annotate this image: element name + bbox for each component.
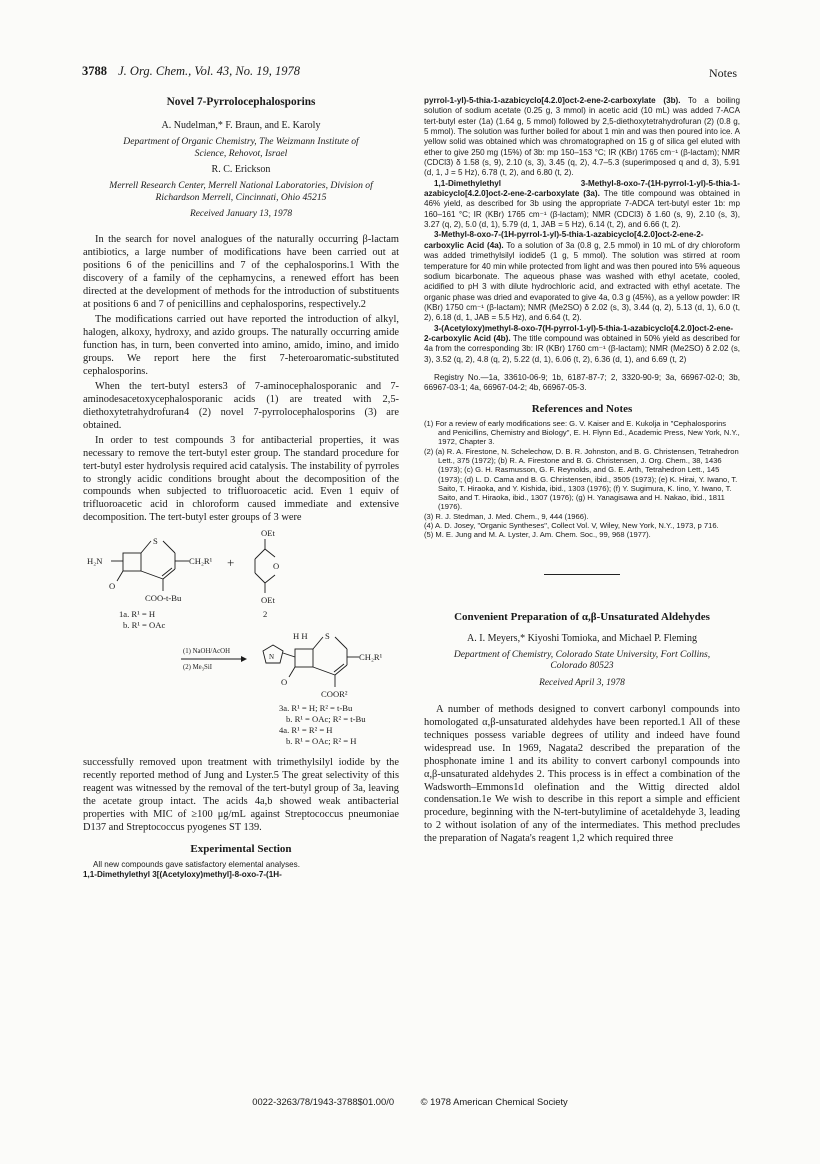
label-3a: 3a. R¹ = H; R² = t-Bu (279, 703, 353, 714)
ester-label-1: COO-t-Bu (145, 593, 182, 604)
paragraph-1: In the search for novel analogues of the naturally occurring β-lactam antibiotics, a large number of modifications have been carried out at positions 6 of the penicillins and 7 of the cephalosporins.1 With the discovery of a family of the cephamycins, a renewed effort has been directed at the development of methods for the introduction of substituents at positions 6 and 7 of penicillins and cephalosporins, respectively.2 (83, 234, 399, 311)
references-list (424, 419, 740, 540)
amine-label: H₂N (87, 556, 103, 567)
left-column (83, 96, 399, 881)
compound-4a-name: 3-Methyl-8-oxo-7-(1H-pyrrol-1-yl)-5-thia-1-azabicyclo[4.2.0]oct-2-ene-2-carboxylic Acid (4a). (424, 230, 704, 250)
article-2-paragraph-1: A number of methods designed to convert carbonyl compounds into homologated α,β-unsaturated aldehydes have been reported.1 All of these techniques possess variable degrees of utility and indeed have found widespread use. In 1969, Nagata2 described the preparation of the phosphonate imine 1 and its ability to convert carbonyl compounds into α,β-unsaturated aldehydes 2. This process is in effect a combination of the Wadsworth–Emmons1d olefination and the Wittig directed aldol condensation.1e We wish to describe in this report a simple and efficient procedure, beginning with the N-tert-butylimine of acetaldehyde 3, leading to 2 without isolation of any of the intermediates. This method precludes the preparation of Nagata's reagent 1,2 which required three (424, 703, 740, 845)
registry-numbers: Registry No.—1a, 33610-06-9; 1b, 6187-87-7; 2, 3320-90-9; 3a, 66967-02-0; 3b, 66967-03-1; 4a, 66967-04-2; 4b, 66967-05-3. (424, 372, 740, 393)
experimental-3a (424, 179, 740, 231)
running-header (82, 64, 300, 79)
section-label: Notes (709, 66, 737, 80)
article-2-received: Received April 3, 1978 (539, 677, 625, 688)
references-heading: References and Notes (531, 402, 633, 415)
page-footer (0, 1096, 820, 1107)
experimental-intro: All new compounds gave satisfactory elemental analyses. (93, 860, 300, 870)
article-2-title: Convenient Preparation of α,β-Unsaturated Aldehydes (454, 610, 710, 623)
oxo-label-3: O (281, 677, 288, 688)
experimental-4a (424, 230, 740, 323)
label-1b: b. R¹ = OAc (123, 620, 166, 631)
experimental-3b (424, 96, 740, 179)
reference-item: (5) M. E. Jung and M. A. Lyster, J. Am. Chem. Soc., 99, 968 (1977). (424, 530, 651, 540)
label-2: 2 (263, 609, 268, 620)
ch2r-label-3: CH₂R¹ (359, 652, 383, 663)
paragraph-3: When the tert-butyl esters3 of 7-aminocephalosporanic and 7-aminodesacetoxycephalosporanic acids (1) are treated with 2,5-diethoxytetrahydrofuran4 (2) novel 7-pyrrolocephalosporins (3) are obtained. (83, 380, 399, 431)
oet-label-1: OEt (261, 529, 275, 539)
reference-item: (1) For a review of early modifications see: G. V. Kaiser and E. Kukolja in "Cephalosporins and Penicillins, Chemistry and Biology", E. H. Flynn Ed., Academic Press, New York, N.Y., 1972, Chapter 3. (424, 418, 740, 447)
compound-1-structure (111, 541, 189, 591)
paragraph-5: successfully removed upon treatment with trimethylsilyl iodide by the recently reported method of Jung and Lyster.5 The great selectivity of this reagent was witnessed by the removal of the tert-butyl group of 3a, leaving the acetate group intact. The acids 4a,b showed weak antibacterial properties with MIC of ≥100 μg/mL against Streptococcus pneumoniae D137 and Streptococcus pyogenes ST 139. (83, 757, 399, 834)
plus-sign: + (227, 555, 235, 571)
right-column (424, 96, 740, 846)
article-separator (544, 574, 620, 575)
experimental-4b (424, 324, 740, 365)
journal-citation: J. Org. Chem., Vol. 43, No. 19, 1978 (118, 64, 300, 78)
reaction-scheme (83, 529, 399, 751)
received-date: Received January 13, 1978 (189, 209, 293, 220)
pyrrole-n-label: N (269, 653, 275, 662)
hh-label: H H (293, 631, 308, 642)
experimental-heading: Experimental Section (190, 843, 292, 856)
experimental-3b-heading: 1,1-Dimethylethyl 3[(Acetyloxy)methyl]-8-oxo-7-(1H- (83, 870, 282, 880)
compound-3a-name: 1,1-Dimethylethyl 3-Methyl-8-oxo-7-(1H-pyrrol-1-yl)-5-thia-1-azabicyclo[4.2.0]oct-2-ene-2-carboxylate (3a). (424, 178, 740, 199)
sulfur-label-1: S (153, 536, 158, 547)
label-4b: b. R¹ = OAc; R² = H (286, 736, 357, 747)
authors-1: A. Nudelman,* F. Braun, and E. Karoly (161, 120, 321, 131)
condition-1: (1) NaOH/AcOH (183, 648, 230, 656)
oet-label-2: OEt (261, 595, 275, 606)
oxo-label-1: O (109, 581, 116, 592)
affiliation-1: Department of Organic Chemistry, The Weizmann Institute of Science, Rehovot, Israel (123, 136, 359, 159)
ch2r-label-1: CH₂R¹ (189, 556, 213, 567)
condition-2: (2) Me₃SiI (183, 664, 212, 672)
paragraph-4: In order to test compounds 3 for antibacterial properties, it was necessary to remove the tert-butyl ester group. The standard procedure for tert-butyl ester hydrolysis required acid catalysis. The instability of pyrroles to strongly acidic conditions brought about the decomposition of the compounds when subjected to trifluoroacetic acid. Even 1 equiv of trifluoroacetic acid in chloroform caused immediate and extensive decomposition. The tert-butyl ester groups of 3 were (83, 434, 399, 524)
article-code: 0022-3263/78/1943-3788$01.00/0 (252, 1096, 395, 1107)
copyright-notice: © 1978 American Chemical Society (420, 1096, 568, 1107)
article-2-authors: A. I. Meyers,* Kiyoshi Tomioka, and Michael P. Fleming (467, 632, 697, 644)
page-number: 3788 (82, 64, 107, 78)
paragraph-2: The modifications carried out have reported the introduction of alkyl, halogen, alkoxy, hydroxy, and azido groups. The naturally occurring amide function has, in turn, been converted into amino, amido, imino, and imido groups. We report here the first 7-heteroaromatic-substituted cephalosporins. (83, 314, 399, 377)
compound-3a-procedure: The title compound was obtained in 46% yield, as described for 3b using the appropriate 7-ADCA tert-butyl ester 1b: mp 160–161 °C; IR (KBr) 1765 cm⁻¹ (β-lactam); NMR (CDCl3) δ 1.60 (s, 9), 2.10 (s, 3), 3.27 (q, 2), 5.0 (d, 1), 5.79 (d, 1, JAB = 5 Hz), 6.14 (t, 2), and 6.66 (t, 2). (424, 189, 740, 230)
label-4a: 4a. R¹ = R² = H (279, 725, 333, 736)
reference-item: (2) (a) R. A. Firestone, N. Schelechow, D. B. R. Johnston, and B. G. Christensen, Tetrahedron Lett., 375 (1972); (b) R. A. Firestone and B. G. Christensen, J. Org. Chem., 38, 1436 (1973); (c) G. H. Rasmusson, G. F. Reynolds, and G. E. Arth, Tetrahedron Lett., 145 (1973); (d) L. D. Cama and B. G. Christensen, ibid., 3505 (1973); (e) K. Hirai, Y. Iwano, T. Saito, T. Hiraoka, and Y. Kishida, ibid., 1303 (1976); (f) Y. Sugimura, K. Iino, Y. Iwano, T. Saito, and T. Hiraoka, ibid., 1307 (1976); (g) H. Yanagisawa and H. Nakao, ibid., 1811 (1976). (424, 446, 739, 512)
sulfur-label-3: S (325, 631, 330, 642)
label-1a: 1a. R¹ = H (119, 609, 156, 620)
authors-2: R. C. Erickson (211, 164, 271, 176)
compound-4b-name: 3-(Acetyloxy)methyl-8-oxo-7(H-pyrrol-1-yl)-5-thia-1-azabicyclo[4.2.0]oct-2-ene-2-carboxylic Acid (4b). (424, 323, 734, 343)
ring-oxygen-label: O (273, 561, 280, 572)
affiliation-2: Merrell Research Center, Merrell National Laboratories, Division of Richardson Merrell, Cincinnati, Ohio 45215 (109, 180, 373, 203)
article-2-affiliation: Department of Chemistry, Colorado State University, Fort Collins, Colorado 80523 (453, 648, 711, 672)
compound-4b-procedure: The title compound was obtained in 50% yield as described for 4a from the corresponding 3b: IR (KBr) 1760 cm⁻¹ (β-lactam); NMR (Me2SO) δ 2.02 (s, 3), 3.52 (q, 2), 4.8 (q, 2), 5.22 (d, 1), 6.06 (t, 2), 6.36 (d, 1), and 6.69 (t, 2) (424, 333, 741, 364)
compound-3b-name: pyrrol-1-yl)-5-thia-1-azabicyclo[4.2.0]oct-2-ene-2-carboxylate (3b). (424, 96, 681, 105)
reference-item: (4) A. D. Josey, "Organic Syntheses", Collect Vol. V, Wiley, New York, N.Y., 1973, p 716. (424, 521, 719, 531)
article-title: Novel 7-Pyrrolocephalosporins (166, 96, 316, 108)
compound-4a-procedure: To a solution of 3a (0.8 g, 2.5 mmol) in 10 mL of dry chloroform was added trimethylsilyl iodide5 (1 g, 5 mmol). The solution was stirred at room temperature for 40 min while protected from light and was then poured into 5% aqueous sodium bicarbonate. The aqueous phase was washed with ethyl acetate, cooled, acidified to pH 3 with dilute hydrochloric acid, and extracted with ethyl acetate. The organic phase was dried and evaporated to give 4a, 0.3 g (45%), as a yellow powder: IR (KBr) 1750 cm⁻¹ (β-lactam); NMR (Me2SO) δ 2.02 (s, 3), 3.44 (q, 2), 5.13 (d, 1), 6.0 (t, 2), 6.18 (d, 1, JAB = 5.5 Hz), and 6.64 (t, 2). (424, 240, 741, 323)
compound-2-structure (255, 539, 275, 593)
compound-3b-procedure: To a boiling solution of sodium acetate (0.25 g, 3 mmol) in acetic acid (10 mL) was added 7-ACA tert-butyl ester (1a) (1.64 g, 5 mmol) followed by 2,5-diethoxytetrahydrofuran (2) (0.8 g, 5 mmol). The solution was further boiled for about 1 min and was then poured into ice. A yellow solid was obtained which was chromatographed on 15 g of silica gel eluted with ether to give 250 mg (15%) of 3b: mp 150–153 °C; IR (KBr) 1765 cm⁻¹ (β-lactam); NMR (CDCl3) δ 1.58 (s, 9), 2.10 (s, 3), 3.45 (q, 2), 4.7–5.3 (superimposed q and d, 3), 5.91 (d, 1, J = 5 Hz), 6.78 (t, 2), and 6.80 (t, 2). (424, 96, 740, 178)
scheme-drawing (83, 529, 399, 751)
label-3b: b. R¹ = OAc; R² = t-Bu (286, 714, 366, 725)
ester-label-3: COOR² (321, 689, 348, 700)
reference-item: (3) R. J. Stedman, J. Med. Chem., 9, 444 (1966). (424, 511, 589, 521)
compound-3-structure (263, 637, 359, 687)
